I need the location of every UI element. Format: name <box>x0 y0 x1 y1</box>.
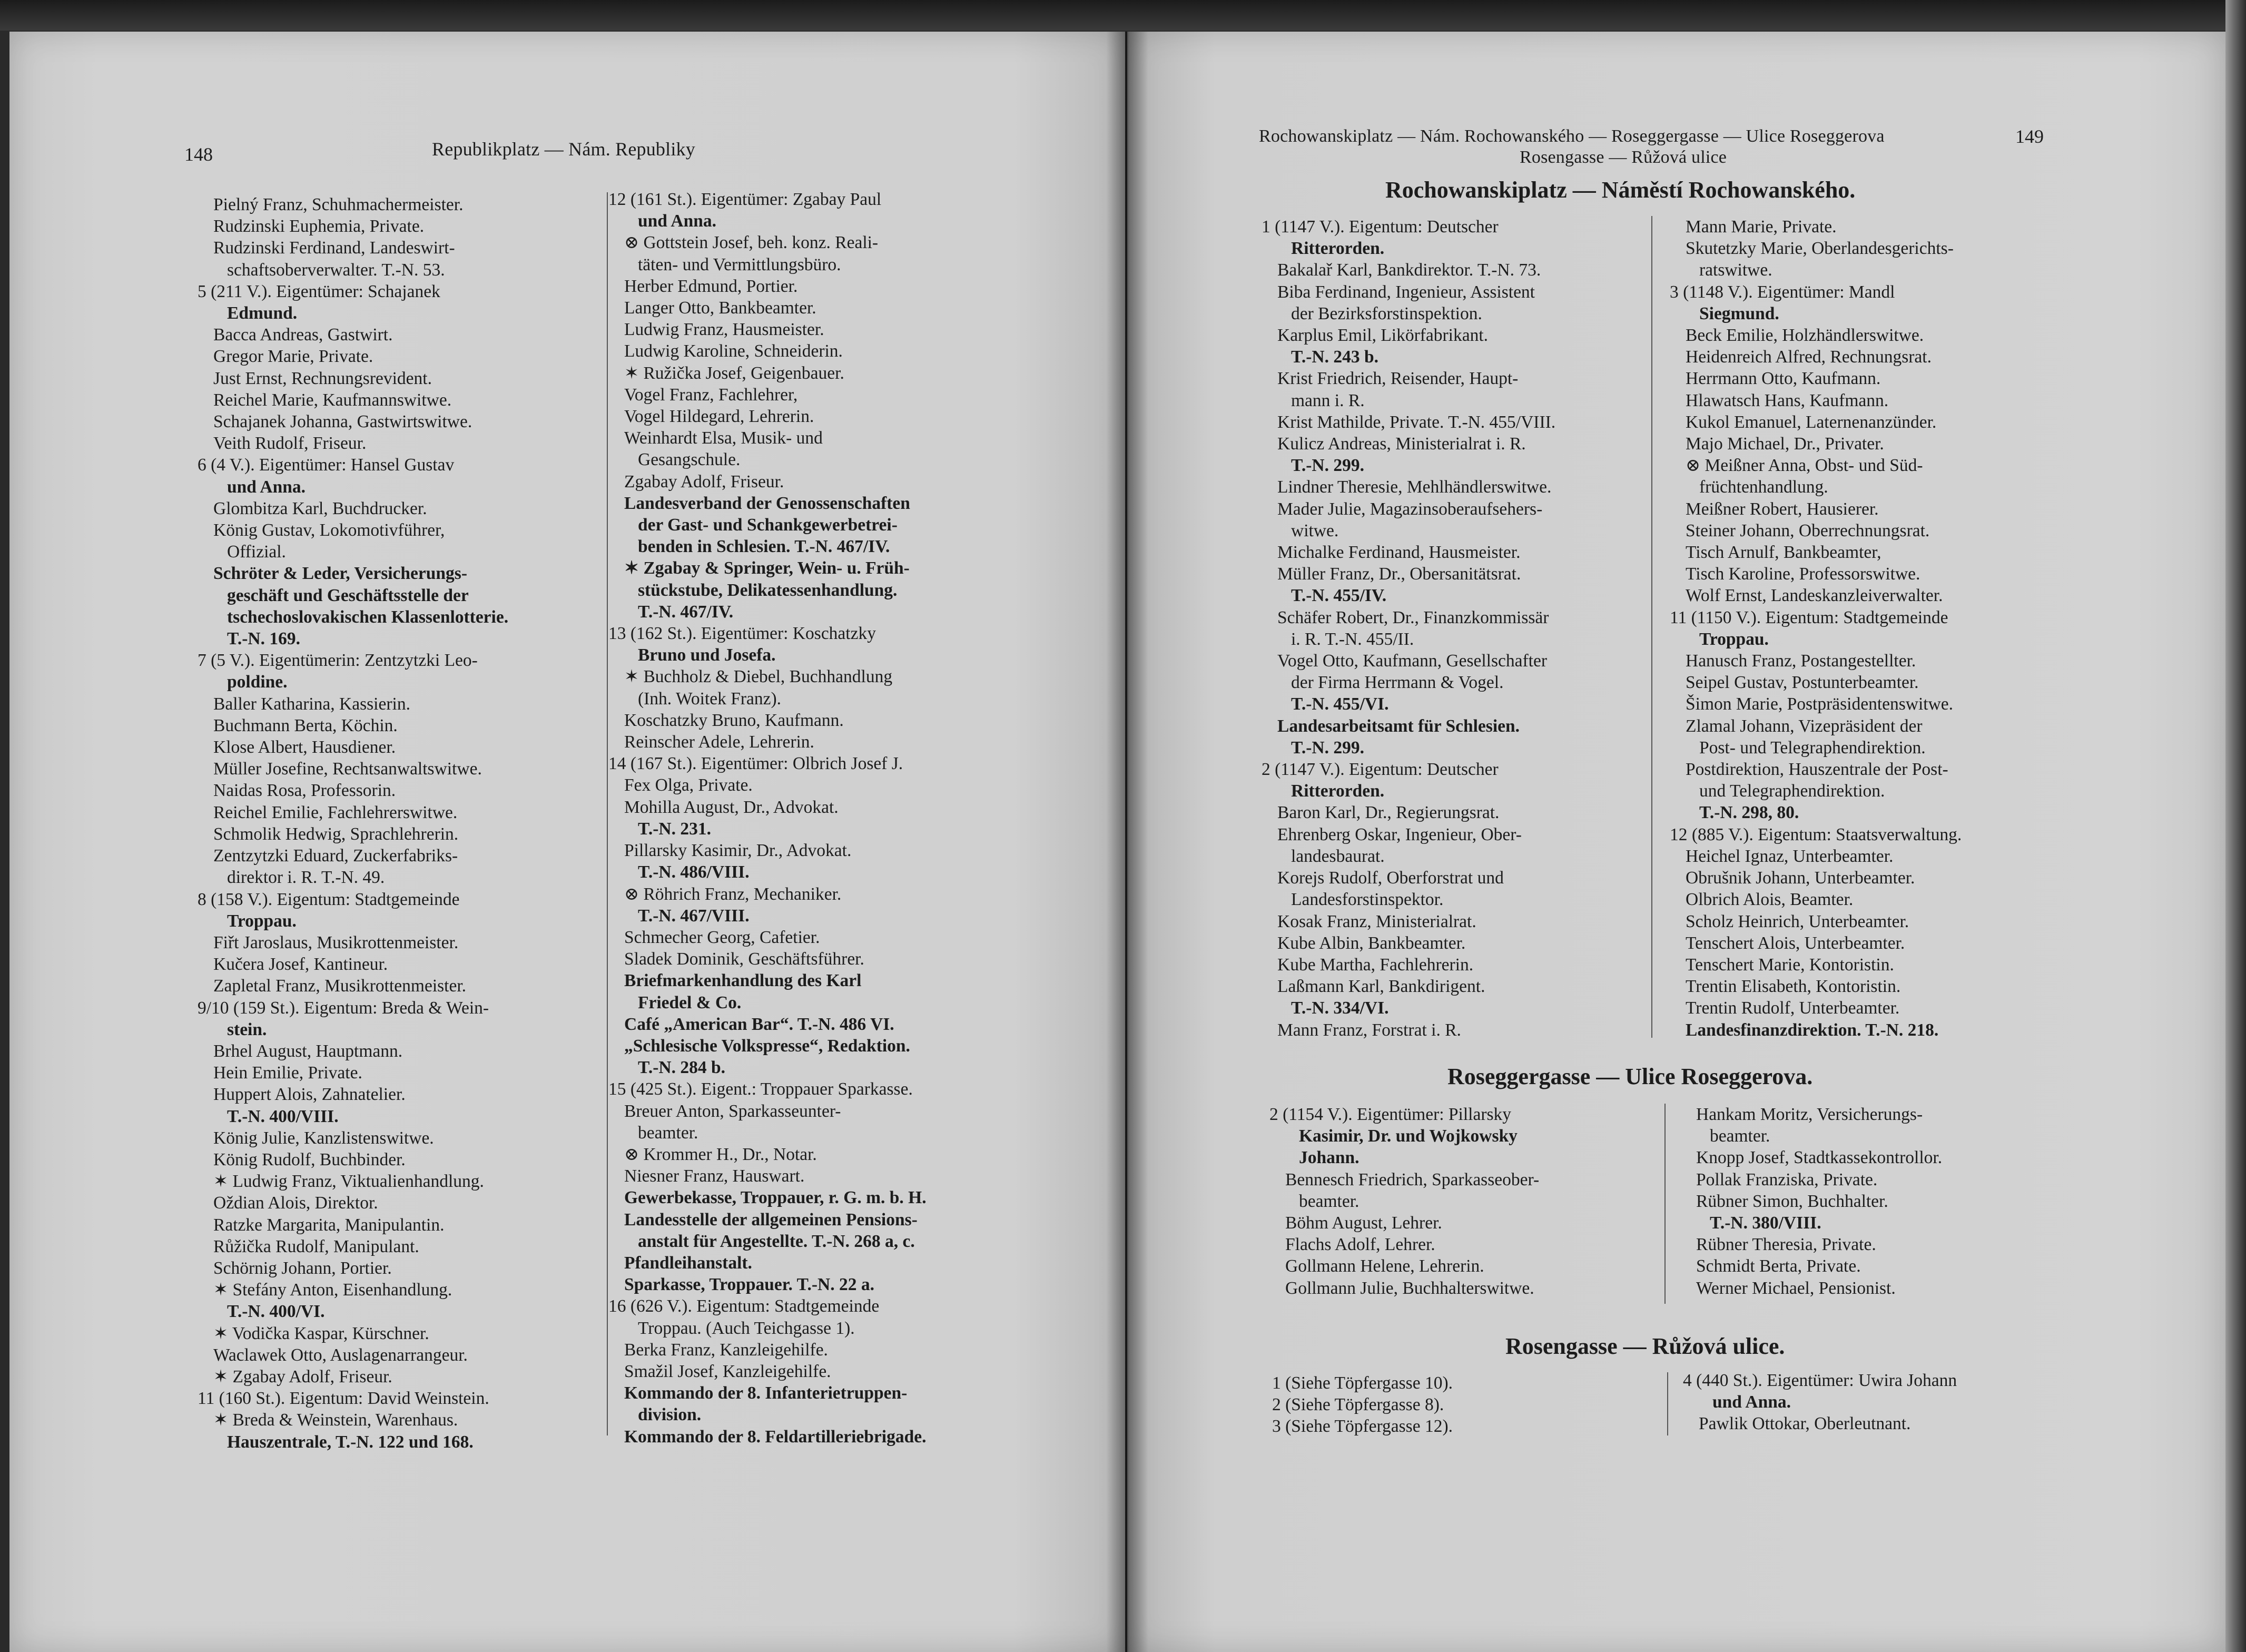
directory-entry-line: T.-N. 299. <box>1291 738 1364 758</box>
directory-entry-line: Wolf Ernst, Landeskanzleiverwalter. <box>1686 586 1943 606</box>
directory-entry-line: Oždian Alois, Direktor. <box>213 1193 378 1213</box>
directory-entry-line: Pollak Franziska, Private. <box>1696 1169 1878 1189</box>
directory-entry-line: und Telegraphendirektion. <box>1699 781 1885 801</box>
directory-entry-line: 7 (5 V.). Eigentümerin: Zentzytzki Leo- <box>198 651 478 671</box>
directory-entry-line: Kube Martha, Fachlehrerin. <box>1277 955 1474 975</box>
directory-entry-line: und Anna. <box>638 211 716 231</box>
directory-entry-line: Krist Friedrich, Reisender, Haupt- <box>1277 369 1519 389</box>
directory-entry-line: Bacca Andreas, Gastwirt. <box>213 325 393 345</box>
directory-entry-line: 3 (1148 V.). Eigentümer: Mandl <box>1670 282 1895 302</box>
right-page-number: 149 <box>2015 126 2044 147</box>
directory-entry-line: Pielný Franz, Schuhmachermeister. <box>213 195 464 214</box>
directory-entry-line: Reichel Marie, Kaufmannswitwe. <box>213 390 452 410</box>
directory-entry-line: Post- und Telegraphendirektion. <box>1699 738 1926 758</box>
right-running-head-2: Rosengasse — Růžová ulice <box>1520 148 1727 167</box>
directory-entry-line: ✶ Zgabay Adolf, Friseur. <box>213 1366 392 1386</box>
directory-entry-line: beamter. <box>638 1123 698 1143</box>
directory-entry-line: Kommando der 8. Infanterietruppen- <box>624 1383 908 1403</box>
directory-entry-line: Kasimir, Dr. und Wojkowsky <box>1299 1126 1518 1146</box>
directory-entry-line: Johann. <box>1299 1148 1360 1168</box>
section-title-rosengasse: Rosengasse — Růžová ulice. <box>1505 1333 1785 1359</box>
directory-entry-line: Obrušnik Johann, Unterbeamter. <box>1686 868 1915 888</box>
directory-entry-line: König Gustav, Lokomotivführer, <box>213 520 445 540</box>
directory-entry-line: Landesverband der Genossenschaften <box>624 493 910 513</box>
directory-entry-line: ⊗ Gottstein Josef, beh. konz. Reali- <box>624 233 879 253</box>
directory-entry-line: Sparkasse, Troppauer. T.-N. 22 a. <box>624 1275 875 1295</box>
directory-entry-line: Hauszentrale, T.-N. 122 und 168. <box>227 1432 474 1452</box>
directory-entry-line: Schmolik Hedwig, Sprachlehrerin. <box>213 824 459 844</box>
directory-entry-line: Olbrich Alois, Beamter. <box>1686 890 1854 910</box>
left-page-number: 148 <box>184 144 213 165</box>
directory-entry-line: der Firma Herrmann & Vogel. <box>1291 673 1504 693</box>
directory-entry-line: ✶ Ludwig Franz, Viktualienhandlung. <box>213 1172 484 1192</box>
directory-entry-line: Kučera Josef, Kantineur. <box>213 955 388 975</box>
directory-entry-line: Veith Rudolf, Friseur. <box>213 434 367 454</box>
directory-entry-line: Siegmund. <box>1699 303 1779 323</box>
directory-entry-line: Offizial. <box>227 542 286 562</box>
directory-entry-line: Kulicz Andreas, Ministerialrat i. R. <box>1277 434 1526 454</box>
roseggergasse-column-2 <box>1680 1104 2070 1299</box>
directory-entry-line: Hein Emilie, Private. <box>213 1063 362 1083</box>
directory-entry-line: T.-N. 231. <box>638 819 711 839</box>
directory-entry-line: beamter. <box>1710 1126 1770 1146</box>
directory-entry-line: Friedel & Co. <box>638 992 742 1012</box>
column-rule <box>1667 1372 1668 1435</box>
directory-entry-line: Gregor Marie, Private. <box>213 347 373 367</box>
directory-entry-line: Schajanek Johanna, Gastwirtswitwe. <box>213 412 472 432</box>
directory-entry-line: „Schlesische Volkspresse“, Redaktion. <box>624 1036 910 1056</box>
directory-entry-line: Vogel Otto, Kaufmann, Gesellschafter <box>1277 651 1547 671</box>
directory-entry-line: T.-N. 169. <box>227 629 300 649</box>
directory-entry-line: Café „American Bar“. T.-N. 486 VI. <box>624 1014 894 1034</box>
directory-entry-line: Růžička Rudolf, Manipulant. <box>213 1236 419 1256</box>
directory-entry-line: Troppau. (Auch Teichgasse 1). <box>638 1318 855 1338</box>
directory-entry-line: Skutetzky Marie, Oberlandesgerichts- <box>1686 239 1954 259</box>
directory-entry-line: Meißner Robert, Hausierer. <box>1686 499 1879 519</box>
directory-entry-line: T.-N. 284 b. <box>638 1058 725 1078</box>
directory-entry-line: Kube Albin, Bankbeamter. <box>1277 933 1466 953</box>
directory-entry-line: Huppert Alois, Zahnatelier. <box>213 1085 406 1105</box>
top-edge <box>0 0 2246 31</box>
directory-entry-line: Mohilla August, Dr., Advokat. <box>624 797 839 817</box>
directory-entry-line: Flachs Adolf, Lehrer. <box>1285 1235 1435 1255</box>
directory-entry-line: 15 (425 St.). Eigent.: Troppauer Sparkasse. <box>608 1079 913 1099</box>
directory-entry-line: T.-N. 455/VI. <box>1291 694 1389 714</box>
directory-entry-line: Weinhardt Elsa, Musik- und <box>624 428 823 448</box>
directory-entry-line: T.-N. 486/VIII. <box>638 862 750 882</box>
rochowanskiplatz-column-2 <box>1670 216 2060 1041</box>
rosengasse-column-2 <box>1683 1370 2083 1435</box>
directory-entry-line: T.-N. 380/VIII. <box>1710 1213 1821 1233</box>
directory-entry-line: Tenschert Alois, Unterbeamter. <box>1686 933 1905 953</box>
directory-entry-line: Pawlik Ottokar, Oberleutnant. <box>1699 1414 1911 1434</box>
directory-entry-line: Herber Edmund, Portier. <box>624 276 798 296</box>
directory-entry-line: Brhel August, Hauptmann. <box>213 1041 403 1061</box>
directory-entry-line: 5 (211 V.). Eigentümer: Schajanek <box>198 281 440 301</box>
directory-entry-line: 4 (440 St.). Eigentümer: Uwira Johann <box>1683 1371 1957 1390</box>
directory-entry-line: ⊗ Krommer H., Dr., Notar. <box>624 1144 817 1164</box>
directory-entry-line: ⊗ Meißner Anna, Obst- und Süd- <box>1686 456 1923 476</box>
directory-entry-line: 2 (Siehe Töpfergasse 8). <box>1272 1395 1444 1415</box>
directory-entry-line: Schmecher Georg, Cafetier. <box>624 927 820 947</box>
directory-entry-line: Edmund. <box>227 303 298 323</box>
directory-entry-line: Herrmann Otto, Kaufmann. <box>1686 369 1881 389</box>
directory-entry-line: division. <box>638 1405 702 1425</box>
directory-entry-line: Rudzinski Euphemia, Private. <box>213 217 425 237</box>
directory-entry-line: Kosak Franz, Ministerialrat. <box>1277 911 1476 931</box>
roseggergasse-column-1 <box>1269 1104 1659 1299</box>
directory-entry-line: und Anna. <box>1712 1392 1791 1412</box>
directory-entry-line: Müller Franz, Dr., Obersanitätsrat. <box>1277 564 1521 584</box>
directory-entry-line: direktor i. R. T.-N. 49. <box>227 868 385 888</box>
directory-entry-line: anstalt für Angestellte. T.-N. 268 a, c. <box>638 1231 915 1251</box>
directory-entry-line: Mann Marie, Private. <box>1686 217 1837 237</box>
directory-entry-line: Zentzytzki Eduard, Zuckerfabriks- <box>213 846 458 866</box>
directory-entry-line: täten- und Vermittlungsbüro. <box>638 254 841 274</box>
directory-entry-line: T.-N. 298, 80. <box>1699 803 1799 823</box>
directory-entry-line: (Inh. Woitek Franz). <box>638 689 782 709</box>
directory-entry-line: stückstube, Delikatessenhandlung. <box>638 580 898 600</box>
directory-entry-line: Troppau. <box>227 911 297 931</box>
directory-entry-line: Hankam Moritz, Versicherungs- <box>1696 1105 1923 1124</box>
directory-entry-line: Postdirektion, Hauszentrale der Post- <box>1686 760 1948 780</box>
directory-entry-line: witwe. <box>1291 520 1339 540</box>
directory-entry-line: schaftsoberverwalter. T.-N. 53. <box>227 260 445 280</box>
left-running-head: Republikplatz — Nám. Republiky <box>432 139 695 160</box>
rosengasse-column-1 <box>1272 1372 1662 1438</box>
directory-entry-line: Klose Albert, Hausdiener. <box>213 738 396 758</box>
directory-entry-line: Ritterorden. <box>1291 239 1385 259</box>
directory-entry-line: Steiner Johann, Oberrechnungsrat. <box>1686 520 1930 540</box>
directory-entry-line: Koschatzky Bruno, Kaufmann. <box>624 710 844 730</box>
directory-entry-line: Glombitza Karl, Buchdrucker. <box>213 498 427 518</box>
directory-entry-line: Heichel Ignaz, Unterbeamter. <box>1686 846 1894 866</box>
directory-entry-line: T.-N. 243 b. <box>1291 347 1378 367</box>
directory-entry-line: Ratzke Margarita, Manipulantin. <box>213 1215 445 1235</box>
directory-entry-line: Zgabay Adolf, Friseur. <box>624 471 784 491</box>
directory-entry-line: Korejs Rudolf, Oberforstrat und <box>1277 868 1504 888</box>
directory-entry-line: Ludwig Franz, Hausmeister. <box>624 320 824 340</box>
directory-entry-line: Bakalař Karl, Bankdirektor. T.-N. 73. <box>1277 260 1541 280</box>
directory-entry-line: Baller Katharina, Kassierin. <box>213 694 410 714</box>
directory-entry-line: tschechoslovakischen Klassenlotterie. <box>227 607 509 627</box>
directory-entry-line: Tisch Karoline, Professorswitwe. <box>1686 564 1920 584</box>
directory-entry-line: Schmidt Berta, Private. <box>1696 1256 1861 1276</box>
directory-entry-line: Böhm August, Lehrer. <box>1285 1213 1442 1233</box>
right-edge <box>2225 0 2246 1652</box>
directory-entry-line: Schröter & Leder, Versicherungs- <box>213 564 467 584</box>
directory-entry-line: Landesarbeitsamt für Schlesien. <box>1277 716 1520 736</box>
directory-entry-line: Pillarsky Kasimir, Dr., Advokat. <box>624 841 852 861</box>
directory-entry-line: der Gast- und Schankgewerbetrei- <box>638 515 898 535</box>
directory-entry-line: stein. <box>227 1019 267 1039</box>
section-title-roseggergasse: Roseggergasse — Ulice Roseggerova. <box>1447 1064 1813 1089</box>
directory-entry-line: Gewerbekasse, Troppauer, r. G. m. b. H. <box>624 1188 927 1208</box>
directory-entry-line: mann i. R. <box>1291 390 1365 410</box>
directory-entry-line: 2 (1147 V.). Eigentum: Deutscher <box>1262 760 1499 780</box>
directory-entry-line: Waclawek Otto, Auslagenarrangeur. <box>213 1345 468 1365</box>
directory-entry-line: Schäfer Robert, Dr., Finanzkommissär <box>1277 607 1549 627</box>
directory-entry-line: Trentin Elisabeth, Kontoristin. <box>1686 977 1901 997</box>
directory-entry-line: T.-N. 400/VI. <box>227 1302 325 1322</box>
directory-entry-line: 2 (1154 V.). Eigentümer: Pillarsky <box>1269 1105 1512 1124</box>
directory-entry-line: Müller Josefine, Rechtsanwaltswitwe. <box>213 759 482 779</box>
directory-entry-line: 11 (1150 V.). Eigentum: Stadtgemeinde <box>1670 607 1948 627</box>
directory-entry-line: Karplus Emil, Likörfabrikant. <box>1277 326 1489 346</box>
left-column-1 <box>198 194 587 1453</box>
directory-entry-line: Buchmann Berta, Köchin. <box>213 715 398 735</box>
directory-entry-line: und Anna. <box>227 477 306 497</box>
directory-entry-line: 1 (Siehe Töpfergasse 10). <box>1272 1373 1453 1393</box>
directory-entry-line: beamter. <box>1299 1191 1360 1211</box>
directory-entry-line: i. R. T.-N. 455/II. <box>1291 629 1414 649</box>
directory-entry-line: Pfandleihanstalt. <box>624 1253 752 1273</box>
directory-entry-line: ⊗ Röhrich Franz, Mechaniker. <box>624 884 842 904</box>
directory-entry-line: Biba Ferdinand, Ingenieur, Assistent <box>1277 282 1535 302</box>
directory-entry-line: Michalke Ferdinand, Hausmeister. <box>1277 543 1521 563</box>
directory-entry-line: Berka Franz, Kanzleigehilfe. <box>624 1340 828 1360</box>
directory-entry-line: Gollmann Julie, Buchhalterswitwe. <box>1285 1278 1534 1298</box>
directory-entry-line: Fiřt Jaroslaus, Musikrottenmeister. <box>213 932 459 952</box>
directory-entry-line: ✶ Ružička Josef, Geigenbauer. <box>624 363 844 383</box>
section-title-rochowanskiplatz: Rochowanskiplatz — Náměstí Rochowanského. <box>1385 177 1856 203</box>
directory-entry-line: Reinscher Adele, Lehrerin. <box>624 732 814 752</box>
column-rule <box>1651 216 1652 1038</box>
directory-entry-line: 16 (626 V.). Eigentum: Stadtgemeinde <box>608 1296 880 1316</box>
directory-entry-line: Lindner Theresie, Mehlhändlerswitwe. <box>1277 477 1552 497</box>
directory-entry-line: Briefmarkenhandlung des Karl <box>624 971 862 991</box>
directory-entry-line: T.-N. 467/VIII. <box>638 906 750 926</box>
right-running-head-1: Rochowanskiplatz — Nám. Rochowanského — Roseggergasse — Ulice Roseggerova <box>1259 126 1885 146</box>
directory-entry-line: Mann Franz, Forstrat i. R. <box>1277 1020 1461 1040</box>
directory-entry-line: Beck Emilie, Holzhändlerswitwe. <box>1686 326 1924 346</box>
directory-entry-line: ✶ Buchholz & Diebel, Buchhandlung <box>624 667 893 687</box>
directory-entry-line: Fex Olga, Private. <box>624 775 753 795</box>
directory-entry-line: 12 (161 St.). Eigentümer: Zgabay Paul <box>608 190 882 209</box>
directory-entry-line: Hanusch Franz, Postangestellter. <box>1686 651 1916 671</box>
directory-entry-line: Scholz Heinrich, Unterbeamter. <box>1686 911 1909 931</box>
directory-entry-line: T.-N. 455/IV. <box>1291 586 1387 606</box>
directory-entry-line: Seipel Gustav, Postunterbeamter. <box>1686 673 1919 693</box>
directory-entry-line: 3 (Siehe Töpfergasse 12). <box>1272 1417 1453 1437</box>
directory-entry-line: Naidas Rosa, Professorin. <box>213 781 396 801</box>
directory-entry-line: Ehrenberg Oskar, Ingenieur, Ober- <box>1277 824 1522 844</box>
directory-entry-line: Smažil Josef, Kanzleigehilfe. <box>624 1361 831 1381</box>
directory-entry-line: Kommando der 8. Feldartilleriebrigade. <box>624 1427 927 1447</box>
directory-entry-line: Werner Michael, Pensionist. <box>1696 1278 1896 1298</box>
directory-entry-line: Troppau. <box>1699 629 1769 649</box>
column-rule <box>607 192 608 1435</box>
directory-entry-line: 13 (162 St.). Eigentümer: Koschatzky <box>608 624 876 644</box>
directory-entry-line: ✶ Stefány Anton, Eisenhandlung. <box>213 1280 452 1300</box>
directory-entry-line: Zapletal Franz, Musikrottenmeister. <box>213 976 467 996</box>
directory-entry-line: landesbaurat. <box>1291 846 1385 866</box>
directory-entry-line: Bennesch Friedrich, Sparkasseober- <box>1285 1169 1540 1189</box>
directory-entry-line: Hlawatsch Hans, Kaufmann. <box>1686 390 1889 410</box>
directory-entry-line: Majo Michael, Dr., Privater. <box>1686 434 1884 454</box>
directory-entry-line: T.-N. 299. <box>1291 456 1364 476</box>
directory-entry-line: König Julie, Kanzlistenswitwe. <box>213 1128 434 1148</box>
directory-entry-line: Zlamal Johann, Vizepräsident der <box>1686 716 1923 736</box>
directory-entry-line: Reichel Emilie, Fachlehrerswitwe. <box>213 802 458 822</box>
directory-entry-line: Heidenreich Alfred, Rechnungsrat. <box>1686 347 1932 367</box>
directory-entry-line: 9/10 (159 St.). Eigentum: Breda & Wein- <box>198 998 489 1018</box>
directory-entry-line: ratswitwe. <box>1699 260 1772 280</box>
directory-entry-line: Breuer Anton, Sparkasseunter- <box>624 1101 841 1121</box>
left-column-2 <box>608 189 1019 1448</box>
directory-entry-line: Rübner Simon, Buchhalter. <box>1696 1191 1888 1211</box>
directory-entry-line: Knopp Josef, Stadtkassekontrollor. <box>1696 1148 1943 1168</box>
directory-entry-line: Baron Karl, Dr., Regierungsrat. <box>1277 803 1500 823</box>
directory-entry-line: früchtenhandlung. <box>1699 477 1828 497</box>
directory-entry-line: T.-N. 400/VIII. <box>227 1106 339 1126</box>
directory-entry-line: Vogel Franz, Fachlehrer, <box>624 385 798 405</box>
directory-entry-line: poldine. <box>227 672 288 692</box>
directory-entry-line: 12 (885 V.). Eigentum: Staatsverwaltung. <box>1670 824 1962 844</box>
column-rule <box>1664 1104 1666 1304</box>
directory-entry-line: Landesforstinspektor. <box>1291 890 1444 910</box>
directory-entry-line: Sladek Dominik, Geschäftsführer. <box>624 949 864 969</box>
directory-entry-line: 6 (4 V.). Eigentümer: Hansel Gustav <box>198 455 455 475</box>
directory-entry-line: benden in Schlesien. T.-N. 467/IV. <box>638 537 890 557</box>
directory-entry-line: Ludwig Karoline, Schneiderin. <box>624 341 843 361</box>
directory-entry-line: Krist Mathilde, Private. T.-N. 455/VIII. <box>1277 412 1556 432</box>
directory-entry-line: ✶ Vodička Kaspar, Kürschner. <box>213 1323 429 1343</box>
directory-entry-line: Gesangschule. <box>638 450 741 470</box>
directory-entry-line: Trentin Rudolf, Unterbeamter. <box>1686 998 1900 1018</box>
directory-entry-line: Bruno und Josefa. <box>638 645 776 665</box>
directory-entry-line: Tisch Arnulf, Bankbeamter, <box>1686 543 1881 563</box>
directory-entry-line: ✶ Zgabay & Springer, Wein- u. Früh- <box>624 558 910 578</box>
directory-entry-line: Šimon Marie, Postpräsidentenswitwe. <box>1686 694 1954 714</box>
directory-entry-line: 11 (160 St.). Eigentum: David Weinstein. <box>198 1389 489 1409</box>
directory-entry-line: Kukol Emanuel, Laternenanzünder. <box>1686 412 1937 432</box>
directory-entry-line: ✶ Breda & Weinstein, Warenhaus. <box>213 1410 458 1430</box>
directory-entry-line: Ritterorden. <box>1291 781 1385 801</box>
directory-entry-line: geschäft und Geschäftsstelle der <box>227 585 469 605</box>
rochowanskiplatz-column-1 <box>1262 216 1651 1041</box>
directory-entry-line: König Rudolf, Buchbinder. <box>213 1149 406 1169</box>
directory-entry-line: Rudzinski Ferdinand, Landeswirt- <box>213 238 455 258</box>
directory-entry-line: Tenschert Marie, Kontoristin. <box>1686 955 1894 975</box>
directory-entry-line: T.-N. 467/IV. <box>638 602 734 622</box>
directory-entry-line: Landesfinanzdirektion. T.-N. 218. <box>1686 1020 1939 1040</box>
directory-entry-line: Rübner Theresia, Private. <box>1696 1235 1876 1255</box>
directory-entry-line: Vogel Hildegard, Lehrerin. <box>624 407 814 427</box>
book-gutter <box>1106 32 1148 1652</box>
directory-entry-line: Langer Otto, Bankbeamter. <box>624 298 816 318</box>
directory-entry-line: Mader Julie, Magazinsoberaufsehers- <box>1277 499 1543 519</box>
directory-entry-line: 14 (167 St.). Eigentümer: Olbrich Josef J. <box>608 754 903 774</box>
directory-entry-line: T.-N. 334/VI. <box>1291 998 1389 1018</box>
directory-entry-line: der Bezirksforstinspektion. <box>1291 303 1482 323</box>
directory-entry-line: Laßmann Karl, Bankdirigent. <box>1277 977 1485 997</box>
directory-entry-line: Niesner Franz, Hauswart. <box>624 1166 805 1186</box>
directory-entry-line: 1 (1147 V.). Eigentum: Deutscher <box>1262 217 1499 237</box>
directory-entry-line: Schörnig Johann, Portier. <box>213 1258 392 1278</box>
directory-entry-line: 8 (158 V.). Eigentum: Stadtgemeinde <box>198 889 460 909</box>
directory-entry-line: Just Ernst, Rechnungsrevident. <box>213 368 432 388</box>
directory-entry-line: Gollmann Helene, Lehrerin. <box>1285 1256 1484 1276</box>
directory-entry-line: Landesstelle der allgemeinen Pensions- <box>624 1210 918 1230</box>
